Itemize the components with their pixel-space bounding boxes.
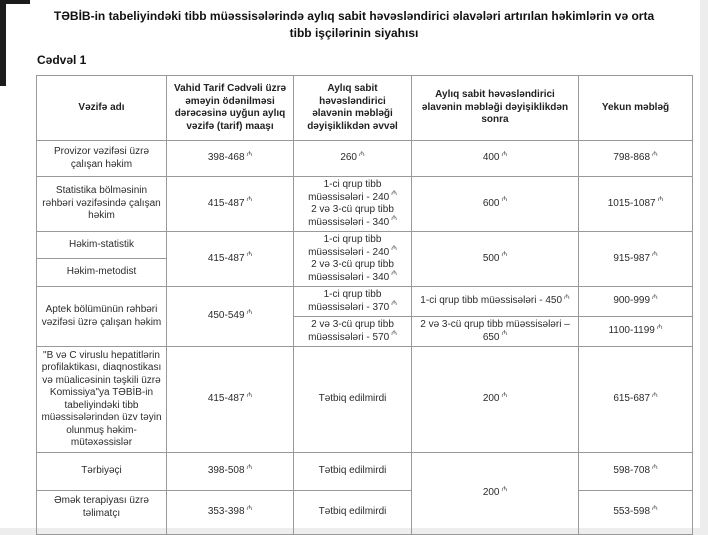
tariff-cell: 415-487 ₼ [167, 177, 294, 232]
total-cell: 1015-1087 ₼ [579, 177, 693, 232]
allowance-after-cell: 500 ₼ [412, 232, 579, 287]
manat-symbol: ₼ [391, 189, 397, 198]
manat-symbol: ₼ [501, 390, 508, 399]
tariff-cell: 450-549 ₼ [167, 287, 294, 347]
total-cell: 615-687 ₼ [579, 347, 693, 453]
manat-symbol: ₼ [652, 250, 658, 259]
position-cell: Əmək terapiyası üzrə təlimatçı [37, 491, 167, 535]
position-cell: Provizor vəzifəsi üzrə çalışan həkim [37, 141, 167, 177]
manat-symbol: ₼ [391, 214, 397, 223]
position-cell: Tərbiyəçi [37, 453, 167, 491]
manat-symbol: ₼ [246, 195, 253, 204]
manat-symbol: ₼ [652, 462, 658, 471]
tariff-cell: 398-508 ₼ [167, 453, 294, 491]
manat-symbol: ₼ [656, 322, 663, 331]
manat-symbol: ₼ [652, 503, 658, 512]
table-row [37, 453, 693, 491]
manat-symbol: ₼ [391, 269, 397, 278]
manat-symbol: ₼ [391, 329, 397, 338]
table-row [37, 232, 693, 259]
table-row [37, 347, 693, 453]
manat-symbol: ₼ [652, 149, 658, 158]
manat-symbol: ₼ [246, 462, 253, 471]
screen-edge-artifact [0, 0, 30, 4]
table-row [37, 491, 693, 535]
tariff-cell: 353-398 ₼ [167, 491, 294, 535]
allowance-before-cell: 1-ci qrup tibb müəssisələri - 370 ₼ [294, 287, 412, 317]
manat-symbol: ₼ [246, 149, 253, 158]
manat-symbol: ₼ [391, 299, 397, 308]
total-cell: 900-999 ₼ [579, 287, 693, 317]
allowance-before-cell: 2 və 3-cü qrup tibb müəssisələri - 570 ₼ [294, 317, 412, 347]
position-cell: Aptek bölümünün rəhbəri vəzifəsi üzrə çalışan həkim [37, 287, 167, 347]
allowance-before-cell: 260 ₼ [294, 141, 412, 177]
header-position: Vəzifə adı [37, 76, 167, 141]
allowance-before-cell: 1-ci qrup tibb müəssisələri - 240 ₼ 2 və 3-cü qrup tibb müəssisələri - 340 ₼ [294, 177, 412, 232]
position-cell: Həkim-metodist [37, 259, 167, 287]
table-header-row [37, 76, 693, 141]
manat-symbol: ₼ [501, 250, 508, 259]
total-cell: 1100-1199 ₼ [579, 317, 693, 347]
document-title: TƏBİB-in tabeliyindəki tibb müəssisələrində aylıq sabit həvəsləndirici əlavələri artırılan həkimlərin və orta tibb işçilərinin siyahısı [53, 9, 655, 41]
total-cell: 798-868 ₼ [579, 141, 693, 177]
allowance-after-cell: 400 ₼ [412, 141, 579, 177]
manat-symbol: ₼ [246, 390, 253, 399]
total-cell: 598-708 ₼ [579, 453, 693, 491]
screen-edge-artifact [0, 0, 6, 86]
manat-symbol: ₼ [501, 195, 508, 204]
table-row [37, 141, 693, 177]
allowance-after-cell: 200 ₼ [412, 347, 579, 453]
tariff-cell: 415-487 ₼ [167, 232, 294, 287]
header-allowance-before: Aylıq sabit həvəsləndirici əlavənin məbləği dəyişiklikdən əvvəl [294, 76, 412, 141]
manat-symbol: ₼ [501, 149, 508, 158]
table-row [37, 287, 693, 317]
position-cell: Statistika bölməsinin rəhbəri vəzifəsində çalışan həkim [37, 177, 167, 232]
allowance-after-cell: 200 ₼ [412, 453, 579, 535]
allowance-after-cell: 1-ci qrup tibb müəssisələri - 450 ₼ [412, 287, 579, 317]
salary-table [36, 75, 693, 535]
manat-symbol: ₼ [246, 503, 253, 512]
allowance-before-cell: 1-ci qrup tibb müəssisələri - 240 ₼ 2 və 3-cü qrup tibb müəssisələri - 340 ₼ [294, 232, 412, 287]
manat-symbol: ₼ [246, 250, 253, 259]
manat-symbol: ₼ [652, 292, 658, 301]
manat-symbol: ₼ [246, 307, 253, 316]
tariff-cell: 398-468 ₼ [167, 141, 294, 177]
tariff-cell: 415-487 ₼ [167, 347, 294, 453]
table-row [37, 177, 693, 232]
manat-symbol: ₼ [501, 484, 508, 493]
allowance-before-cell: Tətbiq edilmirdi [294, 347, 412, 453]
header-tariff-salary: Vahid Tarif Cədvəli üzrə əməyin ödənilməsi dərəcəsinə uyğun aylıq vəzifə (tarif) maaşı [167, 76, 294, 141]
manat-symbol: ₼ [391, 244, 397, 253]
total-cell: 553-598 ₼ [579, 491, 693, 535]
manat-symbol: ₼ [501, 329, 508, 338]
manat-symbol: ₼ [657, 195, 664, 204]
allowance-before-cell: Tətbiq edilmirdi [294, 453, 412, 491]
total-cell: 915-987 ₼ [579, 232, 693, 287]
manat-symbol: ₼ [564, 292, 570, 301]
allowance-before-cell: Tətbiq edilmirdi [294, 491, 412, 535]
table-caption: Cədvəl 1 [37, 53, 87, 67]
header-total: Yekun məbləğ [579, 76, 693, 141]
manat-symbol: ₼ [652, 390, 658, 399]
position-cell: Həkim-statistik [37, 232, 167, 259]
position-cell: "B və C viruslu hepatitlərin profilaktikası, diaqnostikası və müalicəsinin təşkili üzrə Komissiya"ya TƏBİB-in tabeliyindəki tibb müəssisələrindən üzv təyin olunmuş həkim-mütəxəssislər [37, 347, 167, 453]
manat-symbol: ₼ [359, 149, 365, 158]
allowance-after-cell: 600 ₼ [412, 177, 579, 232]
header-allowance-after: Aylıq sabit həvəsləndirici əlavənin məbləği dəyişiklikdən sonra [412, 76, 579, 141]
allowance-after-cell: 2 və 3-cü qrup tibb müəssisələri – 650 ₼ [412, 317, 579, 347]
